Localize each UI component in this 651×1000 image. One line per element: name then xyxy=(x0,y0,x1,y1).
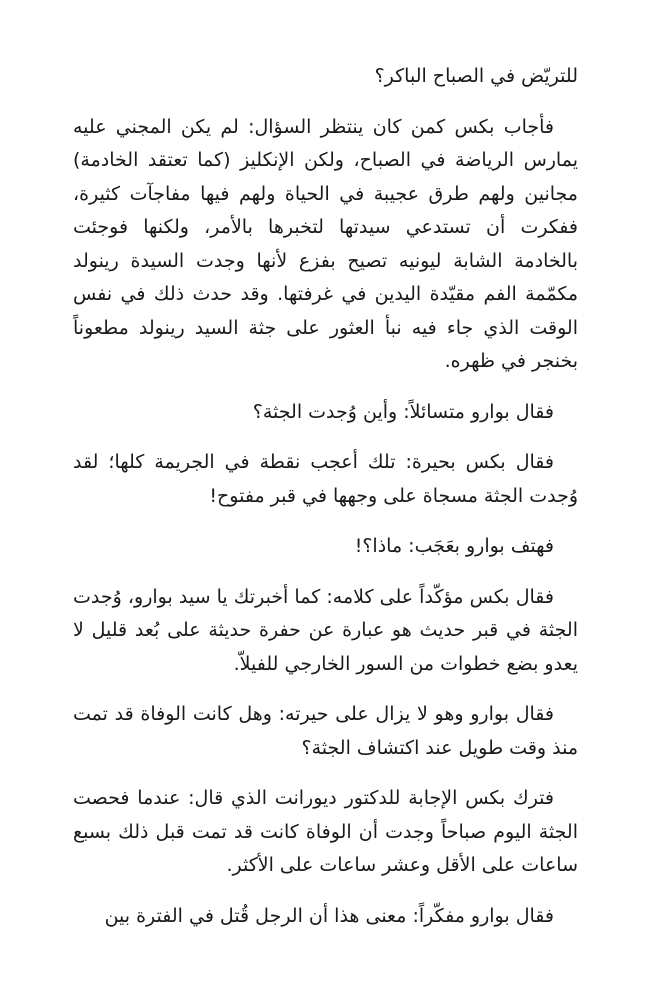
paragraph: للتريّض في الصباح الباكر؟ xyxy=(374,65,578,87)
paragraph: فهتف بوارو بعَجَب: ماذا؟! xyxy=(354,535,554,557)
body-text xyxy=(73,60,578,950)
paragraph: فترك بكس الإجابة للدكتور ديورانت الذي قال: عندما فحصت الجثة اليوم صباحاً وجدت أن الوفاة كانت قد تمت قبل ذلك بسبع ساعات على الأقل وعشر ساعات على الأكثر. xyxy=(73,787,578,876)
paragraph: فأجاب بكس كمن كان ينتظر السؤال: لم يكن المجني عليه يمارس الرياضة في الصباح، ولكن الإنكليز (كما تعتقد الخادمة) مجانين ولهم طرق عجيبة في الحياة ولهم فيها مفاجآت كثيرة، ففكرت أن تستدعي سيدتها لتخبرها بالأمر، ولكنها فوجئت بالخادمة الشابة ليونيه تصيح بفزع لأنها وجدت السيدة رينولد مكمّمة الفم مقيّدة اليدين في غرفتها. وقد حدث ذلك في نفس الوقت الذي جاء فيه نبأ العثور على جثة السيد رينولد مطعوناً بخنجر في ظهره. xyxy=(73,115,578,372)
paragraph: فقال بكس بحيرة: تلك أعجب نقطة في الجريمة كلها؛ لقد وُجدت الجثة مسجاة على وجهها في قبر مفتوح! xyxy=(73,451,578,507)
paragraph: فقال بوارو مفكّراً: معنى هذا أن الرجل قُتل في الفترة بين xyxy=(104,904,554,927)
paragraph: فقال بوارو وهو لا يزال على حيرته: وهل كانت الوفاة قد تمت منذ وقت طويل عند اكتشاف الجثة؟ xyxy=(73,703,578,759)
paragraph: فقال بكس مؤكّداً على كلامه: كما أخبرتك يا سيد بوارو، وُجدت الجثة في قبر حديث هو عبارة عن حفرة حديثة على بُعد قليل لا يعدو بضع خطوات من السور الخارجي للفيلاّ. xyxy=(73,585,578,675)
paragraph: فقال بوارو متسائلاً: وأين وُجدت الجثة؟ xyxy=(252,400,554,423)
